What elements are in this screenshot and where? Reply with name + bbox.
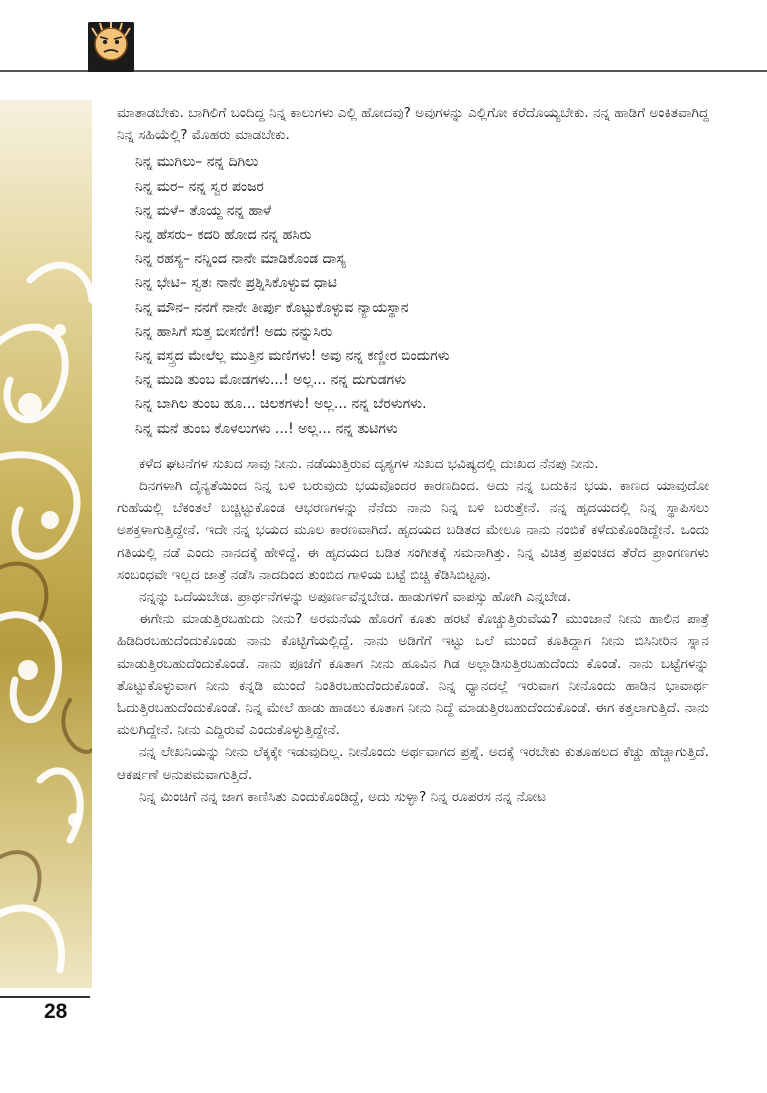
poem-line: ನಿನ್ನ ಮುಗಿಲು– ನನ್ನ ದಿಗಿಲು <box>135 154 259 171</box>
intro-paragraph: ಮಾತಾಡಬೇಕು. ಬಾಗಿಲಿಗೆ ಬಂದಿದ್ದ ನಿನ್ನ ಕಾಲುಗಳು ಎಲ್ಲಿ ಹೋದವು? ಅವುಗಳನ್ನು ಎಲ್ಲಿಗೋ ಕರೆದೊಯ್ಯಬೇಕು. ನನ್ನ ಹಾಡಿಗೆ ಅಂಕಿತವಾಗಿದ್ದ ನಿನ್ನ ಸಹಿಯೆಲ್ಲಿ? ಮೊಹರು ಮಾಡಬೇಕು. <box>117 105 709 144</box>
body-paragraph: ಈಗೇನು ಮಾಡುತ್ತಿರಬಹುದು ನೀನು? ಅರಮನೆಯ ಹೊರಗೆ ಕೂತು ಹರಟೆ ಕೊಚ್ಚುತ್ತಿರುವೆಯ? ಮುಂಜಾನೆ ನೀನು ಹಾಲಿನ ಪಾತ್ರೆ ಹಿಡಿದಿರಬಹುದೆಂದುಕೊಂಡು ನಾನು ಕೊಟ್ಟಿಗೆಯಲ್ಲಿದ್ದೆ. ನಾನು ಅಡಿಗೆಗೆ ಇಟ್ಟು ಒಲೆ ಮುಂದೆ ಕೂತಿದ್ದಾಗ ನೀನು ಬಿಸಿನೀರಿನ ಸ್ನಾನ ಮಾಡುತ್ತಿರಬಹುದೆಂದುಕೊಂಡೆ. ನಾನು ಪೂಜೆಗೆ ಕೂತಾಗ ನೀನು ಹೂವಿನ ಗಿಡ ಅಲ್ಲಾಡಿಸುತ್ತಿರಬಹುದೆಂದು ಕೊಂಡೆ. ನಾನು ಬಟ್ಟೆಗಳನ್ನು ತೊಟ್ಟುಕೊಳ್ಳುವಾಗ ನೀನು ಕನ್ನಡಿ ಮುಂದೆ ನಿಂತಿರಬಹುದೆಂದುಕೊಂಡೆ. ನಿನ್ನ ಧ್ಯಾನದಲ್ಲೆ ಇರುವಾಗ ನೀನೊಂದು ಹಾಡಿನ ಭಾವಾರ್ಥ ಓದುತ್ತಿರಬಹುದೆಂದುಕೊಂಡೆ. ನಿನ್ನ ಮೇಲೆ ಹಾಡು ಹಾಡಲು ಕೂತಾಗ ನೀನು ನಿದ್ದೆ ಮಾಡುತ್ತಿರಬಹುದೆಂದುಕೊಂಡೆ. ಈಗ ಕತ್ತಲಾಗುತ್ತಿದೆ. ನಾನು ಮಲಗಿದ್ದೇನೆ. ನೀನು ಎದ್ದಿರುವೆ ಎಂದುಕೊಳ್ಳುತ್ತಿದ್ದೇನೆ. <box>117 611 709 739</box>
body-paragraph: ಕಳೆದ ಘಟನೆಗಳ ಸುಖದ ಸಾವು ನೀನು. ನಡೆಯುತ್ತಿರುವ ದೃಶ್ಯಗಳ ಸುಖದ ಭವಿಷ್ಯದಲ್ಲಿ ದುಃಖದ ನೆನಪು ನೀನು. <box>139 455 599 472</box>
body-paragraph: ನಿನ್ನ ಮಿಂಚಿಗೆ ನನ್ನ ಜಾಗ ಕಾಣಿಸಿತು ಎಂದುಕೊಂಡಿದ್ದೆ, ಅದು ಸುಳ್ಳಾ? ನಿನ್ನ ರೂಪರಸ ನನ್ನ ನೋಟ <box>139 788 547 805</box>
body-paragraph: ದಿನಗಳಾಗಿ ದೈನ್ಯತೆಯಿಂದ ನಿನ್ನ ಬಳಿ ಬರುವುದು ಭಯವೊಂದರ ಕಾರಣದಿಂದ. ಅದು ನನ್ನ ಬದುಕಿನ ಭಯ. ಕಾಣದ ಯಾವುದೋ ಗುಹೆಯಲ್ಲಿ ಬೆಕಂತಲೆ ಬಚ್ಚಿಟ್ಟುಕೊಂಡ ಆಭರಣಗಳನ್ನು ನೆನೆದು ನಾನು ನಿನ್ನ ಬಳಿ ಬರುತ್ತೇನೆ. ನನ್ನ ಹೃದಯದಲ್ಲಿ ನಿನ್ನ ಸ್ಥಾಪಿಸಲು ಅಶಕ್ತಳಾಗುತ್ತಿದ್ದೇನೆ. ಇದೇ ನನ್ನ ಭಯದ ಮೂಲ ಕಾರಣವಾಗಿದೆ. ಹೃದಯದ ಬಡಿತದ ಮೇಲೂ ನಾನು ನಂಬಿಕೆ ಕಳೆದುಕೊಂಡಿದ್ದೇನೆ. ಒಂದು ಗತಿಯಲ್ಲಿ ನಡೆ ಎಂದು ನಾನದಕ್ಕೆ ಹೇಳಿದ್ದೆ. ಈ ಹೃದಯದ ಬಡಿತ ಸಂಗೀತಕ್ಕೆ ಸಮನಾಗಿತ್ತು. ನಿನ್ನ ವಿಚಿತ್ರ ಪ್ರಪಂಚದ ತೆರೆದ ಪ್ರಾಂಗಣಗಳು ಸಂಬಂಧವೇ ಇಲ್ಲದ ಜಾತ್ರೆ ನಡೆಸಿ ನಾದದಿಂದ ತುಂಬಿದ ಗಾಳಿಯ ಬಟ್ಟೆ ಬಿಚ್ಚಿ ಕೆಡಿಸಿಬಿಟ್ಟವು. <box>117 478 709 583</box>
poem-line: ನಿನ್ನ ಮನೆ ತುಂಬ ಕೊಳಲುಗಳು ...! ಅಲ್ಲ... ನನ್ನ ತುಟಿಗಳು <box>135 420 398 437</box>
poem-line: ನಿನ್ನ ವಸ್ತ್ರದ ಮೇಲೆಲ್ಲ ಮುತ್ತಿನ ಮಣಿಗಳು! ಅವು ನನ್ನ ಕಣ್ಣೀರ ಬಿಂದುಗಳು <box>135 348 450 365</box>
poem-line: ನಿನ್ನ ಮಳೆ– ತೊಯ್ದ ನನ್ನ ಹಾಳೆ <box>135 202 272 219</box>
poem <box>135 150 709 440</box>
poem-line: ನಿನ್ನ ಮರ– ನನ್ನ ಸ್ವರ ಪಂಜರ <box>135 178 264 195</box>
poem-line: ನಿನ್ನ ಮೌನ– ನನಗೆ ನಾನೇ ತೀರ್ಪು ಕೊಟ್ಟುಕೊಳ್ಳುವ ನ್ಯಾಯಸ್ಥಾನ <box>135 299 409 316</box>
body-paragraph: ನನ್ನನ್ನು ಒದೆಯಬೇಡ. ಪ್ರಾರ್ಥನೆಗಳನ್ನು ಅಪೂರ್ಣವೆನ್ನಬೇಡ. ಹಾಡುಗಳಿಗೆ ವಾಪಸ್ಸು ಹೋಗಿ ಎನ್ನಬೇಡ. <box>139 589 572 606</box>
poem-line: ನಿನ್ನ ಹೆಸರು– ಕದರಿ ಹೋದ ನನ್ನ ಹಸಿರು <box>135 227 312 244</box>
decorative-floral-art <box>0 100 92 988</box>
article-body <box>117 102 709 808</box>
poem-line: ನಿನ್ನ ಭೇಟಿ– ಸ್ವತಃ ನಾನೇ ಪ್ರಶ್ನಿಸಿಕೊಳ್ಳುವ ಧಾಟಿ <box>135 275 337 292</box>
poem-line: ನಿನ್ನ ಮುಡಿ ತುಂಬ ಮೋಡಗಳು...! ಅಲ್ಲ... ನನ್ನ ದುಗುಡಗಳು <box>135 372 407 389</box>
face-cartoon-icon <box>88 22 134 72</box>
footer-rule <box>0 996 90 998</box>
body-paragraph: ನನ್ನ ಲೇಖನಿಯನ್ನು ನೀನು ಲೆಕ್ಕಕ್ಕೇ ಇಡುವುದಿಲ್ಲ. ನೀನೊಂದು ಅರ್ಥವಾಗದ ಪ್ರಶ್ನೆ. ಅದಕ್ಕೆ ಇರಬೇಕು ಕುತೂಹಲದ ಕೆಚ್ಚು ಹೆಚ್ಚಾಗುತ್ತಿದೆ. ಆಕರ್ಷಣೆ ಅನುಪಮವಾಗುತ್ತಿದೆ. <box>117 744 709 783</box>
poem-line: ನಿನ್ನ ರಹಸ್ಯ– ನನ್ನಿಂದ ನಾನೇ ಮಾಡಿಕೊಂಡ ದಾಸ್ಯ <box>135 251 346 268</box>
poem-line: ನಿನ್ನ ಹಾಸಿಗೆ ಸುತ್ತ ಬೀಸಣಿಗೆ! ಅದು ನನ್ನುಸಿರು <box>135 323 333 340</box>
poem-line: ನಿನ್ನ ಬಾಗಿಲ ತುಂಬ ಹೂ... ಚಿಲಕಗಳು! ಅಲ್ಲ... ನನ್ನ ಬೆರಳುಗಳು. <box>135 396 427 413</box>
page-number: 28 <box>44 1000 68 1023</box>
